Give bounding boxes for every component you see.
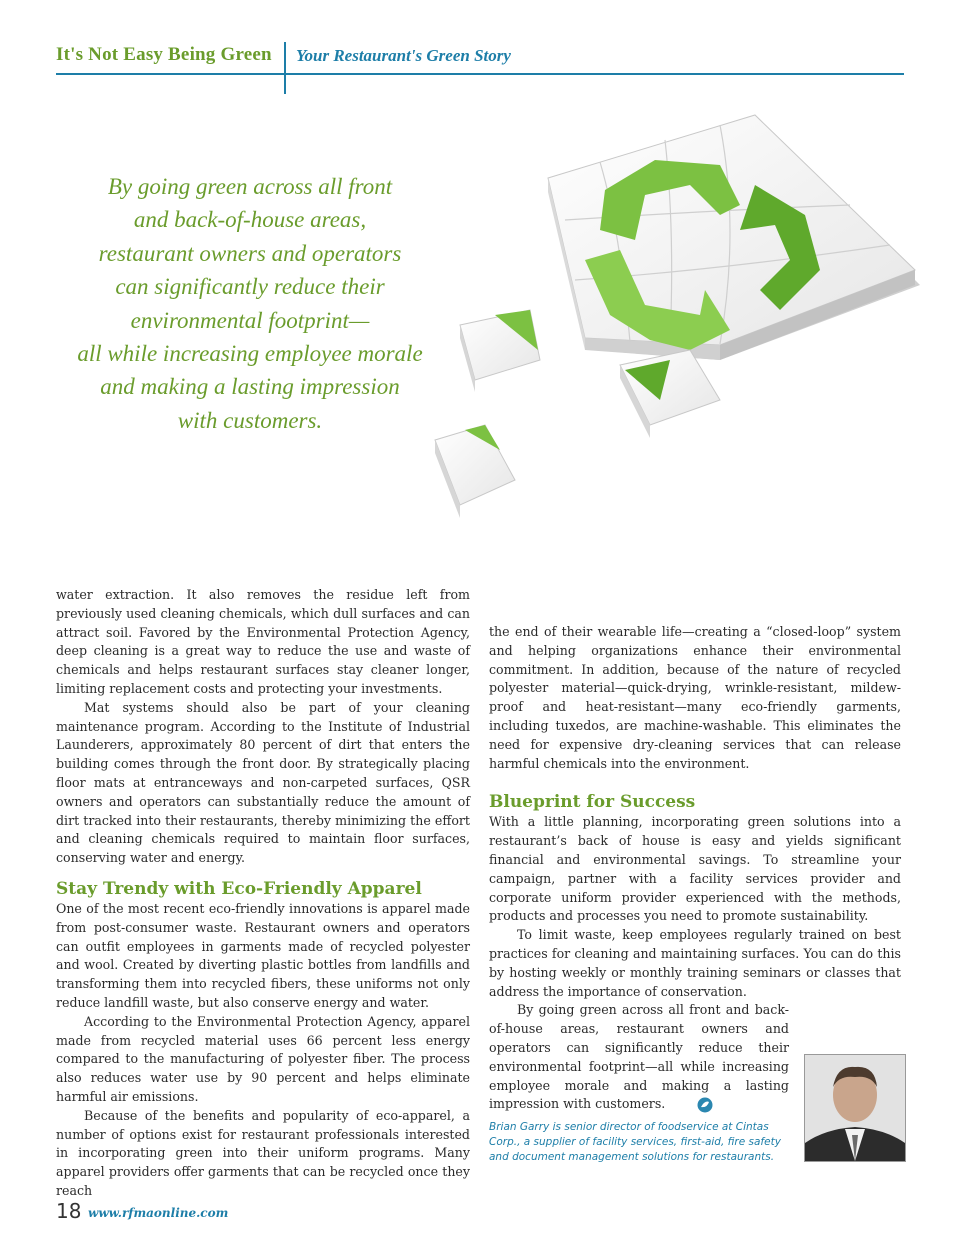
body-paragraph: water extraction. It also removes the residue left from previously used cleaning chemicals, which dull surfaces and can attract soil. Favored by the Environmental Protection Agency, deep cleaning is a great way to reduce the use and waste of chemicals and helps restaurant surfaces stay cleaner longer, limiting replacement costs and protecting your investments.: [56, 587, 470, 696]
loose-puzzle-piece: [460, 310, 540, 392]
header-rule: [56, 73, 904, 75]
pull-quote: [50, 170, 450, 437]
left-column: [56, 586, 470, 1201]
loose-puzzle-piece: [620, 350, 720, 438]
closing-text: By going green across all front and back-of-house areas, restaurant owners and operators can significantly reduce their environmental footprint—all while increasing employee morale and making a lasting impression with customers.: [489, 1002, 789, 1112]
pull-quote-line: all while increasing employee morale: [77, 341, 423, 367]
author-bio: Brian Garry is senior director of foodservice at Cintas Corp., a supplier of facility services, first-aid, fire safety and document management solutions for restaurants.: [489, 1121, 781, 1163]
body-paragraph: To limit waste, keep employees regularly trained on best practices for cleaning and maintaining surfaces. You can do this by hosting weekly or monthly training seminars or classes that address the importance of conservation.: [489, 927, 901, 999]
pull-quote-line: and back-of-house areas,: [133, 207, 367, 233]
author-photo: [804, 1054, 906, 1162]
end-mark-leaf-icon: [669, 1097, 685, 1113]
body-paragraph: Mat systems should also be part of your cleaning maintenance program. According to the Institute of Industrial Launderers, approximately 80 percent of dirt that enters the building comes through the front door. By strategically placing floor mats at entranceways and non-carpeted surfaces, QSR owners and operators can substantially reduce the amount of dirt tracked into their restaurants, thereby minimizing the effort and cleaning chemicals required to maintain floor surfaces, conserving water and energy.: [56, 699, 470, 866]
body-paragraph: the end of their wearable life—creating a “closed-loop” system and helping organizations enhance their environmental commitment. In addition, because of the nature of recycled polyester material—quick-drying, wrinkle-resistant, mildew-proof and heat-resistant—many eco-friendly garments, including tuxedos, are machine-washable. This eliminates the need for expensive dry-cleaning services that can release harmful chemicals into the environment.: [489, 624, 901, 771]
body-paragraph: According to the Environmental Protection Agency, apparel made from recycled material uses 66 percent less energy compared to the manufacturing of polyester fiber. The process also reduces water use by 90 percent and helps eliminate harmful air emissions.: [56, 1013, 470, 1104]
pull-quote-line: can significantly reduce their: [115, 274, 385, 300]
pull-quote-line: By going green across all front: [107, 174, 393, 199]
subsection-title: Your Restaurant's Green Story: [296, 46, 511, 65]
section-heading-apparel: Stay Trendy with Eco-Friendly Apparel: [56, 878, 422, 899]
right-column: [489, 623, 901, 1114]
header-divider-vertical: [284, 42, 286, 94]
body-paragraph: Because of the benefits and popularity of eco-apparel, a number of options exist for restaurant professionals interested in incorporating green into their uniform programs. Many apparel providers offer garments that can be recycled once they reach: [56, 1107, 470, 1198]
page-number: 18: [56, 1199, 82, 1223]
pull-quote-line: and making a lasting impression: [100, 374, 400, 400]
loose-puzzle-piece: [435, 425, 515, 518]
recycle-puzzle-illustration: [420, 110, 940, 570]
body-paragraph: With a little planning, incorporating green solutions into a restaurant’s back of house is easy and yields significant financial and environmental savings. To streamline your campaign, partner with a facility services provider and corporate uniform provider experienced with the methods, products and processes you need to promote sustainability.: [489, 814, 901, 924]
pull-quote-line: environmental footprint—: [130, 307, 370, 333]
pull-quote-line: with customers.: [177, 407, 323, 433]
section-title: It's Not Easy Being Green: [56, 44, 272, 65]
body-paragraph: One of the most recent eco-friendly innovations is apparel made from post-consumer waste. Restaurant owners and operators can outfit employees in garments made of recycled polyester and wool. Created by diverting plastic bottles from landfills and transforming them into recycled fibers, these uniforms not only reduce landfill waste, but also conserve energy and water.: [56, 900, 470, 1010]
section-heading-blueprint: Blueprint for Success: [489, 792, 696, 813]
body-paragraph-closing: [489, 1001, 789, 1114]
pull-quote-line: restaurant owners and operators: [98, 240, 402, 266]
footer-url-link[interactable]: www.rfmaonline.com: [88, 1206, 229, 1220]
